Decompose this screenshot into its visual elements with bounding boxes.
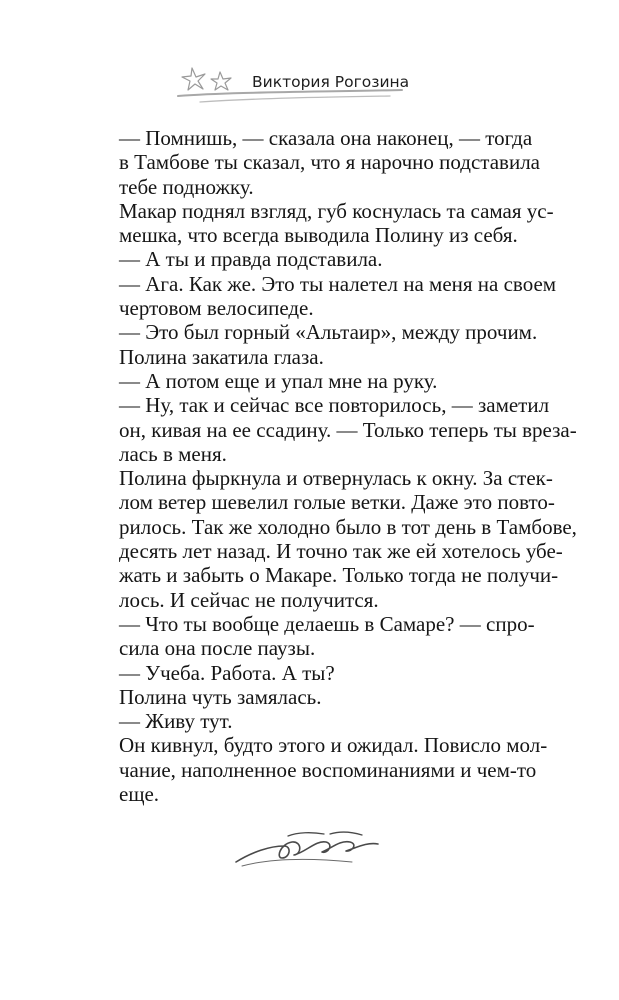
text-line: он, кивая на ее ссадину. — Только теперь ты вреза- <box>119 417 577 442</box>
running-head <box>170 62 410 112</box>
text-line: — Учеба. Работа. А ты? <box>119 660 335 685</box>
scribble-flourish-icon <box>232 822 392 874</box>
text-line: лом ветер шевелил голые ветки. Даже это повто- <box>119 490 555 515</box>
text-line: — Что ты вообще делаешь в Самаре? — спро- <box>119 611 535 636</box>
body-text <box>119 126 577 807</box>
text-line: лась в меня. <box>119 441 227 466</box>
text-line: сила она после паузы. <box>119 636 316 661</box>
text-line: лось. И сейчас не получится. <box>119 587 379 612</box>
text-line: — А ты и правда подставила. <box>119 247 383 272</box>
text-line: — Ага. Как же. Это ты налетел на меня на своем <box>119 271 557 296</box>
text-line: Он кивнул, будто этого и ожидал. Повисло мол- <box>119 733 548 758</box>
author-name: Виктория Рогозина <box>252 73 410 91</box>
text-line: — Живу тут. <box>119 709 233 734</box>
text-line: — А потом еще и упал мне на руку. <box>119 368 438 393</box>
text-line: — Это был горный «Альтаир», между прочим. <box>119 320 538 345</box>
text-line: — Ну, так и сейчас все повторилось, — заметил <box>119 393 550 418</box>
text-line: чертовом велосипеде. <box>119 296 314 321</box>
text-line: тебе подножку. <box>119 174 254 199</box>
text-line: в Тамбове ты сказал, что я нарочно подставила <box>119 150 541 175</box>
text-line: Полина закатила глаза. <box>119 344 324 369</box>
text-line: жать и забыть о Макаре. Только тогда не получи- <box>119 563 559 588</box>
text-line: десять лет назад. И точно так же ей хотелось убе- <box>119 539 563 564</box>
text-line: Полина фыркнула и отвернулась к окну. За стек- <box>119 466 553 491</box>
text-line: Полина чуть замялась. <box>119 684 322 709</box>
text-line: еще. <box>119 782 160 807</box>
text-line: — Помнишь, — сказала она наконец, — тогда <box>119 126 533 150</box>
text-line: Макар поднял взгляд, губ коснулась та самая ус- <box>119 198 554 223</box>
text-line: чание, наполненное воспоминаниями и чем-то <box>119 757 537 782</box>
text-line: мешка, что всегда выводила Полину из себя. <box>119 223 518 248</box>
text-line: рилось. Так же холодно было в тот день в Тамбове, <box>119 514 577 539</box>
